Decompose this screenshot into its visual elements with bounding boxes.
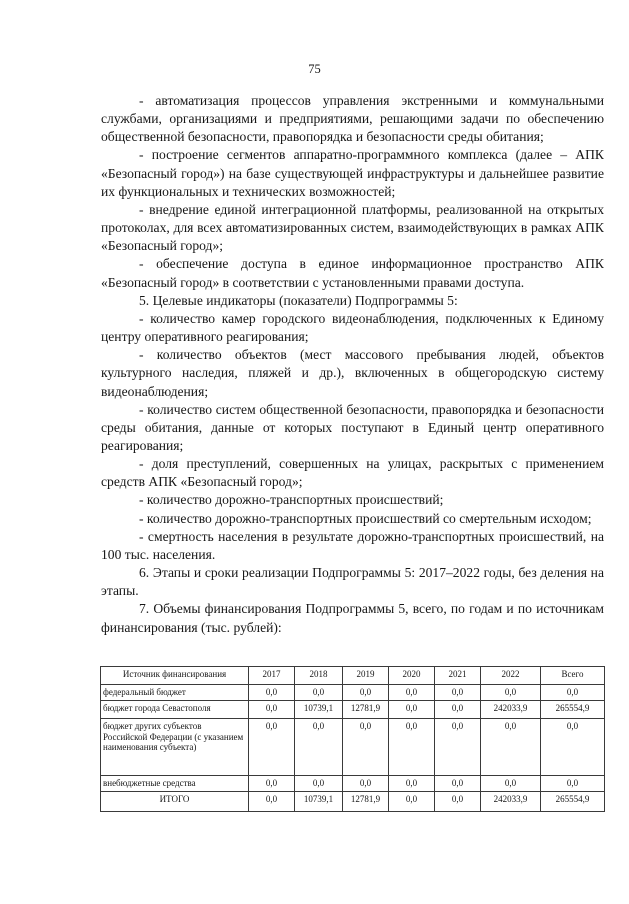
table-row (101, 776, 605, 792)
table-cell: 0,0 (343, 776, 389, 792)
table-cell: 10739,1 (295, 792, 343, 812)
table-cell: 0,0 (249, 685, 295, 701)
table-cell: 0,0 (481, 685, 541, 701)
column-header: Источник финансирования (101, 667, 249, 685)
column-header: 2018 (295, 667, 343, 685)
table-cell: 0,0 (389, 792, 435, 812)
source-cell: бюджет города Севастополя (101, 701, 249, 719)
paragraph: - построение сегментов аппаратно-программного комплекса (далее – АПК «Безопасный город») на базе существующей инфраструктуры и дальнейшее развитие их функциональных и технических возможностей; (101, 147, 604, 199)
column-header: 2021 (435, 667, 481, 685)
table-cell: 265554,9 (541, 701, 605, 719)
column-header: Всего (541, 667, 605, 685)
table-cell: 0,0 (343, 719, 389, 776)
column-header: 2022 (481, 667, 541, 685)
table-cell: 0,0 (249, 719, 295, 776)
table-cell: 0,0 (389, 685, 435, 701)
table-cell: 0,0 (249, 792, 295, 812)
table-cell: 10739,1 (295, 701, 343, 719)
table-cell: 0,0 (481, 719, 541, 776)
table-cell: 0,0 (249, 701, 295, 719)
table-total-row (101, 792, 605, 812)
table-cell: 0,0 (435, 701, 481, 719)
table-cell: 0,0 (435, 792, 481, 812)
paragraph: - обеспечение доступа в единое информационное пространство АПК «Безопасный город» в соответствии с установленными правами доступа. (101, 256, 604, 290)
table-cell: 0,0 (295, 776, 343, 792)
page-number: 75 (308, 62, 321, 76)
table-cell: 0,0 (541, 685, 605, 701)
table-cell: 265554,9 (541, 792, 605, 812)
source-cell: внебюджетные средства (101, 776, 249, 792)
financing-table-container (100, 666, 604, 812)
table-row (101, 685, 605, 701)
source-cell: бюджет других субъектов Российской Федерации (с указанием наименования субъекта) (101, 719, 249, 776)
paragraph: - количество камер городского видеонаблюдения, подключенных к Единому центру оперативного реагирования; (101, 310, 604, 345)
table-cell: 242033,9 (481, 701, 541, 719)
table-cell: 242033,9 (481, 792, 541, 812)
table-header-row (101, 667, 605, 685)
table-cell: 0,0 (435, 719, 481, 776)
table-cell: 0,0 (295, 685, 343, 701)
financing-table (100, 666, 605, 812)
column-header: 2017 (249, 667, 295, 685)
table-cell: 12781,9 (343, 701, 389, 719)
total-label-cell: ИТОГО (101, 792, 249, 812)
table-cell: 0,0 (435, 685, 481, 701)
paragraph: - количество систем общественной безопасности, правопорядка и безопасности среды обитания, данные от которых поступают в Единый центр оперативного реагирования; (101, 401, 604, 453)
column-header: 2020 (389, 667, 435, 685)
paragraph: - автоматизация процессов управления экстренными и коммунальными службами, организациями и предприятиями, решающими задачи по обеспечению общественной безопасности, правопорядка и безопасности среды обитания; (101, 93, 604, 145)
table-cell: 0,0 (389, 776, 435, 792)
table-cell: 0,0 (541, 776, 605, 792)
paragraph: - доля преступлений, совершенных на улицах, раскрытых с применением средств АПК «Безопасный город»; (101, 456, 604, 490)
table-cell: 0,0 (541, 719, 605, 776)
table-cell: 12781,9 (343, 792, 389, 812)
table-cell: 0,0 (389, 701, 435, 719)
table-row (101, 719, 605, 776)
paragraph: - количество объектов (мест массового пребывания людей, объектов культурного наследия, пляжей и др.), включенных в общегородскую систему видеонаблюдения; (101, 347, 604, 399)
section-heading: 6. Этапы и сроки реализации Подпрограммы 5: 2017–2022 годы, без деления на этапы. (101, 565, 604, 599)
paragraph: - внедрение единой интеграционной платформы, реализованной на открытых протоколах, для всех автоматизированных систем, взаимодействующих в рамках АПК «Безопасный город»; (101, 201, 604, 254)
paragraph: - количество дорожно-транспортных происшествий со смертельным исходом; (139, 510, 592, 526)
paragraph: - количество дорожно-транспортных происшествий; (139, 492, 444, 508)
paragraph: - смертность населения в результате дорожно-транспортных происшествий, на 100 тыс. населения. (101, 528, 604, 562)
column-header: 2019 (343, 667, 389, 685)
section-heading: 5. Целевые индикаторы (показатели) Подпрограммы 5: (139, 292, 458, 308)
table-cell: 0,0 (481, 776, 541, 792)
table-cell: 0,0 (343, 685, 389, 701)
source-cell: федеральный бюджет (101, 685, 249, 701)
table-cell: 0,0 (389, 719, 435, 776)
body-text (101, 92, 604, 637)
section-heading: 7. Объемы финансирования Подпрограммы 5, всего, по годам и по источникам финансирования (тыс. рублей): (101, 601, 604, 635)
table-cell: 0,0 (249, 776, 295, 792)
table-cell: 0,0 (295, 719, 343, 776)
table-row (101, 701, 605, 719)
table-cell: 0,0 (435, 776, 481, 792)
